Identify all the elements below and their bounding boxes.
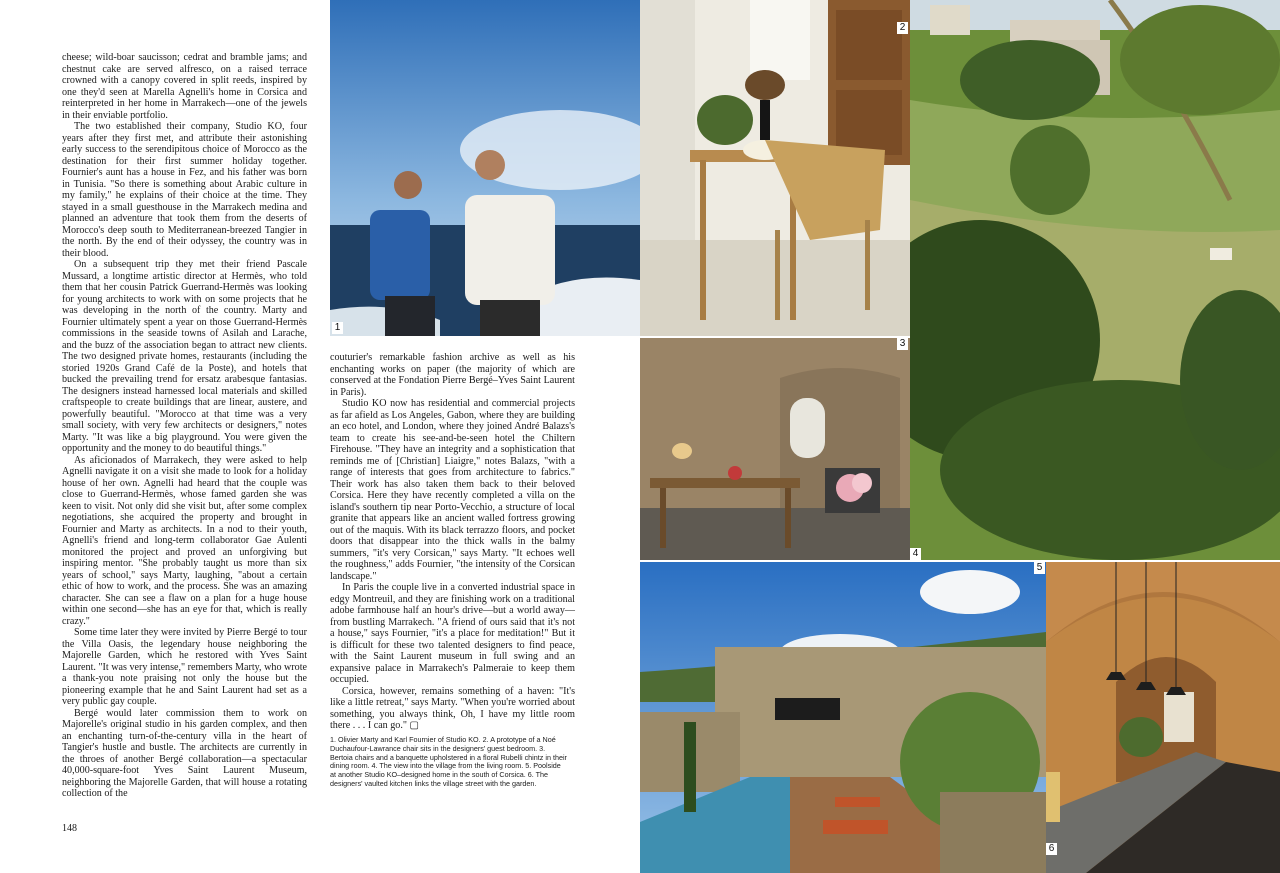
photo-village-view: [910, 0, 1280, 560]
paragraph: Some time later they were invited by Pierre Bergé to tour the Villa Oasis, the legendary house neighboring the Majorelle Garden, which he restored with Yves Saint Laurent. "It was very intense," remembers Marty, who wrote a thank-you note praising not only the house but the pioneering example that he and Saint Laurent had set as a very public gay couple.: [62, 627, 307, 707]
photo-captions: 1. Olivier Marty and Karl Fournier of Studio KO. 2. A prototype of a Noé Duchaufour-Lawrance chair sits in the designers' guest bedroom. 3. Bertoia chairs and a banquette upholstered in a floral Rubelli chintz in their dining room. 4. The view into the village from the living room. 5. Poolside at another Studio KO–designed home in the south of Corsica. 6. The designers' vaulted kitchen links the village street with the garden.: [330, 735, 567, 788]
paragraph: Corsica, however, remains something of a haven: "It's like a little retreat," says Marty. "When you're worried about something, you always think, Oh, I have my little room there . . . I can go." ▢: [330, 685, 575, 731]
photo-number: 2: [897, 22, 908, 34]
photo-vaulted-kitchen: [1046, 562, 1280, 873]
photo-guest-bedroom-chair: [640, 0, 910, 336]
page-number: 148: [62, 823, 77, 834]
photo-number: 4: [910, 548, 921, 560]
photo-poolside-corsica: [640, 562, 1046, 873]
paragraph: The two established their company, Studio KO, four years after they first met, and attribute their astonishing early success to the serendipitous choice of Morocco as the destination for their first summer holiday together. Fournier's aunt has a house in Fez, and his father was born in Tunisia. "So there is something about Arabic culture in my family," he explains of their choice at the time. They stayed in a small guesthouse in the Marrakech medina and planned an adventure that took them from the deserts of Morocco's deep south to Mediterranean-breezed Tangier in the north. By the end of their odyssey, the country was in their blood.: [62, 121, 307, 259]
photo-number: 3: [897, 338, 908, 350]
photo-number: 5: [1034, 562, 1045, 574]
photo-number: 1: [332, 322, 343, 334]
photo-designers-by-sea: [330, 0, 640, 336]
paragraph: On a subsequent trip they met their friend Pascale Mussard, a longtime artistic director at Hermès, who told them that her cousin Patrick Guerrand-Hermès was looking for young architects to work with on some projects that he was developing in the north of the country. Marty and Fournier ultimately spent a year on those Guerrand-Hermès commissions in the seaside towns of Asilah and Larache, and the buzz of the association began to attract new clients. The two designed private homes, restaurants (including the storied 1920s Grand Café de la Poste), and hotels that bucked the prevailing trend for ersatz arabesque fantasias. The designers instead harnessed local materials and skilled craftspeople to create buildings that are linear, austere, and powerfully beautiful. "Morocco at that time was a very small society, with very few architects or designers," notes Marty. "It was like a big playground. You were given the opportunity and the money to do beautiful things.": [62, 259, 307, 454]
photo-number: 6: [1046, 843, 1057, 855]
photo-dining-room: [640, 338, 910, 560]
paragraph: cheese; wild-boar saucisson; cedrat and bramble jams; and chestnut cake are served alfresco, on a raised terrace crowned with a canopy covered in split reeds, inspired by one they'd seen at Marella Agnelli's home in Corsica and reinterpreted in her home in Marrakech—one of the jewels in their enviable portfolio.: [62, 52, 307, 121]
paragraph: As aficionados of Marrakech, they were asked to help Agnelli navigate it on a visit she made to look for a holiday house of her own. Agnelli had heard that the couple was close to Guerrand-Hermès, whose famed garden she was keen to visit. Not only did she visit but, after some complex negotiations, she acquired the property and brought in Fournier and Marty as architects. In a nod to their youth, Agnelli's friend and long-term collaborator Gae Aulenti monitored the project and proved an unforgiving but inspiring mentor. "She probably taught us more than six years of school," says Marty, laughing, "about a certain ethic of how to work, and the process. She was an amazing character. She can see a flaw on a plan for a huge house within one second—she has an eye for that, which is really crazy.": [62, 454, 307, 627]
paragraph: Studio KO now has residential and commercial projects as far afield as Los Angeles, Gabon, where they are building an eco hotel, and London, where they joined André Balazs's team to create his see-and-be-seen hotel the Chiltern Firehouse. "They have an integrity and a sophistication that reminds me of [Christian] Liaigre," notes Balazs, "with a range of interests that goes from architecture to fabrics." Their work has also taken them back to their beloved Corsica. Here they have recently completed a villa on the island's southern tip near Porto-Vecchio, a structure of local granite that appears like an ancient walled fortress growing out of the maquis. With its black terrazzo floors, and pocket doors that disappear into the thick walls in the balmy summers, "it's very Corsican," says Marty. "It echoes well the roughness," adds Fournier, "the intensity of the Corsican landscape.": [330, 398, 575, 582]
paragraph: Bergé would later commission them to work on Majorelle's original studio in his garden complex, and then an enchanting turn-of-the-century villa in the heart of Tangier's hustle and bustle. The architects are currently in the throes of another Bergé collaboration—a spectacular 40,000-square-foot Yves Saint Laurent Museum, neighboring the Majorelle Garden, that will house a rotating collection of the: [62, 707, 307, 799]
article-column-2: [330, 352, 575, 732]
paragraph: couturier's remarkable fashion archive as well as his enchanting works on paper (the majority of which are conserved at the Fondation Pierre Bergé–Yves Saint Laurent in Paris).: [330, 352, 575, 398]
paragraph: In Paris the couple live in a converted industrial space in edgy Montreuil, and they are finishing work on a traditional adobe farmhouse half an hour's drive—but a world away—from bustling Marrakech. "A friend of ours said that it's not a house," says Fournier, "it's a place for meditation!" But it is difficult for these two talented designers to find peace, with the Saint Laurent museum in full swing and an expansive palace in Marrakech's Palmeraie to keep them occupied.: [330, 582, 575, 685]
article-column-1: [62, 52, 307, 800]
